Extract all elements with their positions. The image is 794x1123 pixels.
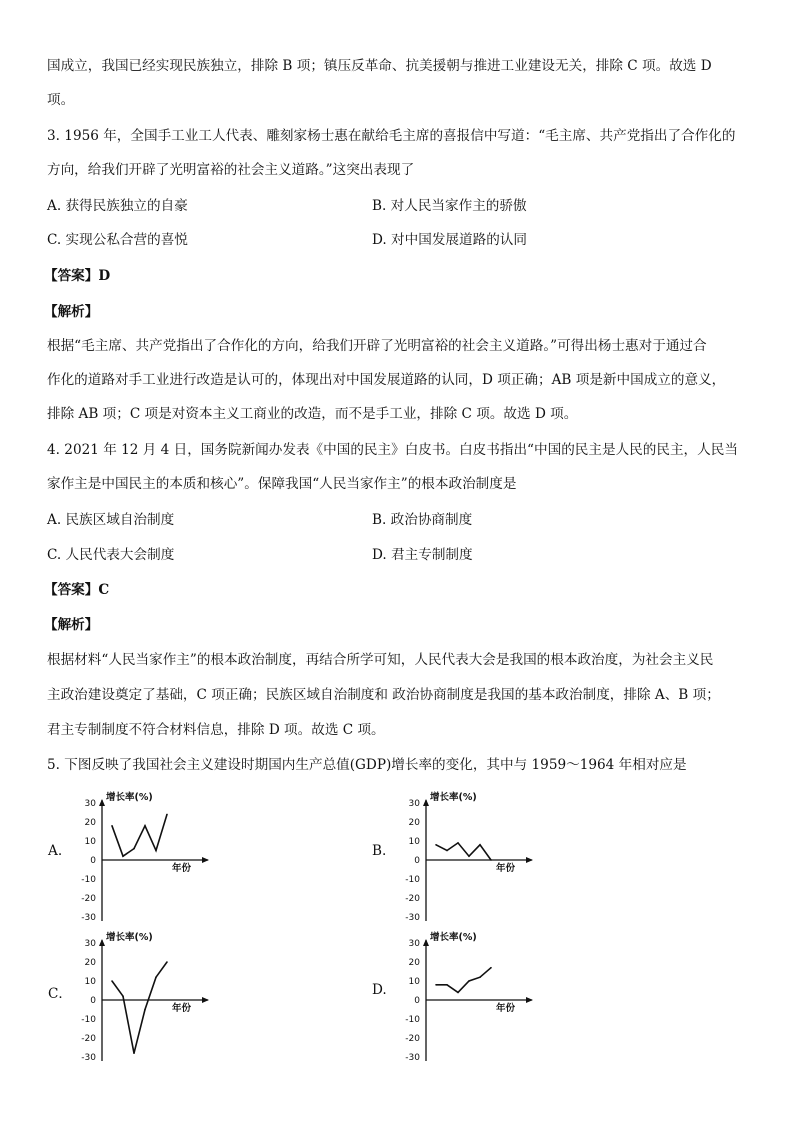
x-axis-title: 年份	[496, 1003, 516, 1014]
q4-analysis-line-3: 君主专制制度不符合材料信息，排除 D 项。故选 C 项。	[47, 722, 385, 738]
data-point	[446, 850, 448, 852]
data-point	[122, 995, 124, 997]
y-tick-label: 30	[84, 939, 96, 949]
q3-analysis-line-2: 作化的道路对手工业进行改造是认可的，体现出对中国发展道路的认同，D 项正确；AB 项是新中国成立的意义，	[47, 372, 726, 388]
data-point	[166, 814, 168, 816]
series-line	[112, 962, 167, 1053]
q3-option-a: A. 获得民族独立的自豪	[47, 198, 188, 214]
q4-analysis-line-2: 主政治建设奠定了基础，C 项正确；民族区域自治制度和 政治协商制度是我国的基本政治制度，排除 A、B 项；	[47, 687, 720, 703]
y-tick-label: -30	[405, 913, 420, 923]
y-tick-label: -10	[81, 875, 96, 885]
data-point	[435, 984, 437, 986]
data-point	[479, 976, 481, 978]
y-axis-arrow	[99, 799, 105, 806]
x-axis-arrow	[202, 997, 209, 1003]
data-point	[446, 984, 448, 986]
y-tick-label: 0	[90, 996, 96, 1006]
y-axis-arrow	[423, 939, 429, 946]
chart-c	[60, 928, 220, 1063]
y-tick-label: -20	[81, 1034, 96, 1044]
q3-stem-line-1: 3. 1956 年，全国手工业工人代表、雕刻家杨士惠在献给毛主席的喜报信中写道：“毛主席、共产党指出了合作化的	[47, 128, 736, 144]
y-tick-label: -10	[81, 1015, 96, 1025]
x-axis-arrow	[526, 997, 533, 1003]
y-tick-label: -10	[405, 1015, 420, 1025]
x-axis-title: 年份	[172, 1003, 192, 1014]
data-point	[457, 842, 459, 844]
q4-option-b: B. 政治协商制度	[372, 512, 473, 528]
q3-option-b: B. 对人民当家作主的骄傲	[372, 198, 527, 214]
data-point	[144, 825, 146, 827]
q2-analysis-line-1: 国成立，我国已经实现民族独立，排除 B 项；镇压反革命、抗美援朝与推进工业建设无关，排除 C 项。故选 D	[47, 58, 712, 74]
y-axis-title: 增长率(%)	[430, 792, 477, 803]
x-axis-arrow	[202, 857, 209, 863]
q5-option-a-label: A.	[48, 843, 63, 859]
data-point	[479, 844, 481, 846]
data-point	[468, 980, 470, 982]
data-point	[457, 992, 459, 994]
data-point	[155, 976, 157, 978]
data-point	[133, 848, 135, 850]
series-line	[436, 968, 491, 993]
q5-option-d-label: D.	[372, 982, 387, 998]
q4-stem-line-1: 4. 2021 年 12 月 4 日，国务院新闻办发表《中国的民主》白皮书。白皮书指出“中国的民主是人民的民主，人民当	[47, 442, 738, 458]
y-tick-label: 20	[84, 958, 96, 968]
q4-stem-line-2: 家作主是中国民主的本质和核心”。保障我国“人民当家作主”的根本政治制度是	[47, 476, 517, 492]
y-tick-label: 0	[414, 996, 420, 1006]
q4-option-c: C. 人民代表大会制度	[47, 547, 175, 563]
y-axis-title: 增长率(%)	[430, 932, 477, 943]
data-point	[144, 1009, 146, 1011]
x-axis-title: 年份	[172, 863, 192, 874]
data-point	[122, 855, 124, 857]
y-tick-label: -10	[405, 875, 420, 885]
y-tick-label: 30	[84, 799, 96, 809]
data-point	[435, 844, 437, 846]
data-point	[155, 850, 157, 852]
y-tick-label: 10	[408, 837, 420, 847]
y-tick-label: 10	[84, 977, 96, 987]
x-axis-title: 年份	[496, 863, 516, 874]
q4-analysis-label: 【解析】	[44, 617, 99, 633]
y-tick-label: 30	[408, 799, 420, 809]
y-tick-label: -20	[405, 1034, 420, 1044]
y-tick-label: 20	[408, 818, 420, 828]
data-point	[166, 961, 168, 963]
y-tick-label: 10	[408, 977, 420, 987]
q3-option-d: D. 对中国发展道路的认同	[372, 232, 527, 248]
q5-option-c-label: C．	[48, 986, 72, 1002]
y-tick-label: -20	[405, 894, 420, 904]
chart-a	[60, 788, 220, 923]
q3-option-c: C. 实现公私合营的喜悦	[47, 232, 188, 248]
y-tick-label: 20	[84, 818, 96, 828]
q3-analysis-label: 【解析】	[44, 304, 99, 320]
series-line	[112, 814, 167, 856]
y-axis-title: 增长率(%)	[106, 932, 153, 943]
data-point	[468, 855, 470, 857]
q5-stem: 5. 下图反映了我国社会主义建设时期国内生产总值(GDP)增长率的变化，其中与 1959～1964 年相对应是	[47, 757, 687, 773]
y-tick-label: -30	[81, 1053, 96, 1063]
y-tick-label: -30	[405, 1053, 420, 1063]
y-axis-arrow	[99, 939, 105, 946]
q4-analysis-line-1: 根据材料“人民当家作主”的根本政治制度，再结合所学可知，人民代表大会是我国的根本政治度，为社会主义民	[47, 652, 714, 668]
q2-analysis-line-2: 项。	[47, 92, 75, 108]
y-tick-label: 0	[414, 856, 420, 866]
data-point	[111, 980, 113, 982]
y-tick-label: -20	[81, 894, 96, 904]
y-axis-title: 增长率(%)	[106, 792, 153, 803]
q4-option-d: D. 君主专制制度	[372, 547, 473, 563]
data-point	[133, 1052, 135, 1054]
q3-analysis-line-1: 根据“毛主席、共产党指出了合作化的方向，给我们开辟了光明富裕的社会主义道路。”可得出杨士惠对于通过合	[47, 338, 707, 354]
y-tick-label: 0	[90, 856, 96, 866]
data-point	[490, 967, 492, 969]
data-point	[490, 859, 492, 861]
series-line	[436, 843, 491, 860]
y-tick-label: 20	[408, 958, 420, 968]
q3-stem-line-2: 方向，给我们开辟了光明富裕的社会主义道路。”这突出表现了	[47, 162, 415, 178]
q5-option-b-label: B.	[372, 843, 387, 859]
x-axis-arrow	[526, 857, 533, 863]
data-point	[111, 825, 113, 827]
y-tick-label: 30	[408, 939, 420, 949]
q4-answer: 【答案】C	[44, 582, 110, 598]
q3-analysis-line-3: 排除 AB 项；C 项是对资本主义工商业的改造，而不是手工业，排除 C 项。故选 D 项。	[47, 406, 578, 422]
y-tick-label: 10	[84, 837, 96, 847]
y-axis-arrow	[423, 799, 429, 806]
y-tick-label: -30	[81, 913, 96, 923]
q3-answer: 【答案】D	[44, 268, 111, 284]
q4-option-a: A. 民族区域自治制度	[47, 512, 175, 528]
chart-d	[384, 928, 544, 1063]
chart-b	[384, 788, 544, 923]
